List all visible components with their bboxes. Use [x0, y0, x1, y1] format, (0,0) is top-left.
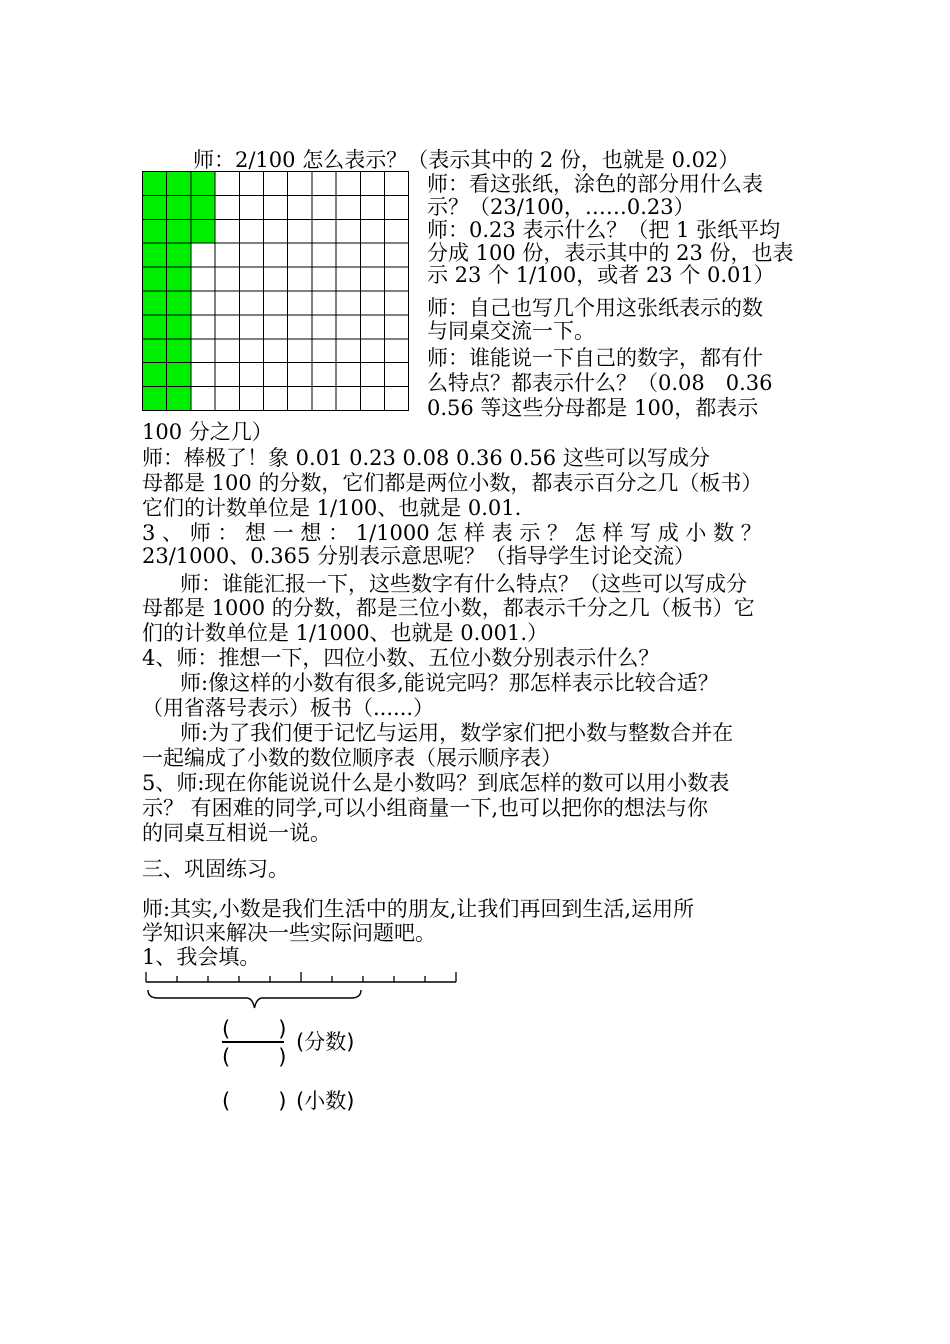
grid-cell — [191, 267, 215, 291]
shaded-cell — [167, 267, 191, 291]
grid-cell — [360, 243, 384, 267]
shaded-cell — [143, 363, 167, 387]
shaded-cell — [143, 172, 167, 196]
shaded-cell — [143, 219, 167, 243]
grid-cell — [239, 387, 263, 411]
text-line-17: 23/1000、0.365 分别表示意思呢？（指导学生讨论交流） — [142, 544, 696, 568]
shaded-cell — [143, 195, 167, 219]
fraction-denominator-blank[interactable]: ( ) — [222, 1045, 289, 1069]
text-line-7: 师：自己也写几个用这张纸表示的数 — [427, 296, 763, 320]
grid-cell — [360, 387, 384, 411]
grid-cell — [191, 291, 215, 315]
shaded-cell — [143, 267, 167, 291]
grid-cell — [239, 195, 263, 219]
grid-cell — [239, 363, 263, 387]
shaded-cell — [167, 363, 191, 387]
shaded-cell — [191, 172, 215, 196]
text-line-15: 它们的计数单位是 1/100、也就是 0.01. — [142, 496, 522, 520]
grid-cell — [312, 291, 336, 315]
shaded-cell — [167, 172, 191, 196]
text-line-21: 4、师：推想一下，四位小数、五位小数分别表示什么？ — [142, 646, 660, 670]
grid-cell — [312, 387, 336, 411]
text-line-25: 一起编成了小数的数位顺序表（展示顺序表） — [142, 746, 562, 770]
shaded-cell — [143, 243, 167, 267]
text-line-27: 示？ 有困难的同学,可以小组商量一下,也可以把你的想法与你 — [142, 796, 709, 820]
fraction-label: (分数) — [296, 1030, 355, 1054]
grid-cell — [215, 219, 239, 243]
text-line-26: 5、师:现在你能说说什么是小数吗？到底怎样的数可以用小数表 — [142, 771, 730, 795]
text-line-1: 师：2/100 怎么表示？（表示其中的 2 份，也就是 0.02） — [193, 148, 740, 172]
text-line-30: 师:其实,小数是我们生活中的朋友,让我们再回到生活,运用所 — [142, 897, 695, 921]
grid-cell — [312, 267, 336, 291]
text-line-12: 100 分之几） — [142, 420, 273, 444]
text-line-8: 与同桌交流一下。 — [427, 319, 595, 343]
text-line-31: 学知识来解决一些实际问题吧。 — [142, 921, 436, 945]
grid-cell — [215, 339, 239, 363]
grid-cell — [312, 195, 336, 219]
grid-cell — [385, 267, 409, 291]
grid-cell — [385, 243, 409, 267]
grid-cell — [288, 172, 312, 196]
grid-cell — [264, 243, 288, 267]
shaded-cell — [143, 315, 167, 339]
grid-cell — [215, 267, 239, 291]
grid-cell — [336, 315, 360, 339]
grid-cell — [336, 195, 360, 219]
text-line-9: 师：谁能说一下自己的数字，都有什 — [427, 346, 763, 370]
shaded-cell — [167, 243, 191, 267]
hundred-grid — [142, 171, 412, 411]
grid-cell — [360, 363, 384, 387]
grid-cell — [336, 172, 360, 196]
grid-cell — [239, 267, 263, 291]
grid-cell — [336, 267, 360, 291]
grid-cell — [360, 315, 384, 339]
grid-cell — [191, 363, 215, 387]
grid-cell — [215, 363, 239, 387]
grid-cell — [336, 339, 360, 363]
shaded-cell — [191, 219, 215, 243]
grid-cell — [288, 315, 312, 339]
shaded-cell — [191, 195, 215, 219]
grid-cell — [288, 387, 312, 411]
text-line-6: 示 23 个 1/100，或者 23 个 0.01） — [427, 263, 775, 287]
grid-cell — [336, 363, 360, 387]
grid-cell — [264, 267, 288, 291]
grid-cell — [336, 291, 360, 315]
text-line-13: 师：棒极了！象 0.01 0.23 0.08 0.36 0.56 这些可以写成分 — [142, 446, 710, 470]
shaded-cell — [167, 195, 191, 219]
section-heading: 三、巩固练习。 — [142, 857, 289, 881]
grid-cell — [288, 219, 312, 243]
shaded-cell — [143, 339, 167, 363]
shaded-cell — [143, 387, 167, 411]
text-line-23: （用省落号表示）板书（......） — [142, 696, 435, 720]
grid-cell — [288, 195, 312, 219]
grid-cell — [360, 219, 384, 243]
grid-cell — [264, 195, 288, 219]
grid-cell — [312, 172, 336, 196]
grid-cell — [336, 219, 360, 243]
exercise-title: 1、我会填。 — [142, 945, 261, 969]
fraction-numerator-blank[interactable]: ( ) — [222, 1017, 289, 1041]
grid-cell — [264, 339, 288, 363]
shaded-cell — [167, 219, 191, 243]
grid-cell — [288, 339, 312, 363]
grid-cell — [239, 291, 263, 315]
grid-cell — [385, 195, 409, 219]
grid-cell — [360, 267, 384, 291]
grid-cell — [191, 339, 215, 363]
shaded-cell — [167, 315, 191, 339]
grid-cell — [264, 219, 288, 243]
grid-cell — [264, 363, 288, 387]
grid-cell — [312, 243, 336, 267]
grid-cell — [385, 315, 409, 339]
grid-cell — [385, 172, 409, 196]
grid-cell — [312, 219, 336, 243]
grid-cell — [288, 243, 312, 267]
grid-cell — [385, 291, 409, 315]
grid-cell — [215, 291, 239, 315]
grid-cell — [264, 387, 288, 411]
grid-cell — [385, 339, 409, 363]
grid-cell — [239, 172, 263, 196]
grid-cell — [360, 291, 384, 315]
text-line-28: 的同桌互相说一说。 — [142, 821, 331, 845]
grid-cell — [312, 315, 336, 339]
decimal-label: (小数) — [296, 1089, 355, 1113]
grid-cell — [264, 291, 288, 315]
grid-cell — [288, 291, 312, 315]
grid-cell — [215, 195, 239, 219]
text-line-16: 3 、 师 ： 想 一 想 ： 1/1000 怎 样 表 示 ？ 怎 样 写 成 小 数 ？ — [142, 521, 762, 545]
grid-cell — [215, 387, 239, 411]
text-line-19: 母都是 1000 的分数，都是三位小数，都表示千分之几（板书）它 — [142, 596, 755, 620]
grid-cell — [336, 243, 360, 267]
grid-cell — [288, 267, 312, 291]
brace — [148, 990, 361, 1008]
shaded-cell — [167, 291, 191, 315]
grid-cell — [288, 363, 312, 387]
text-line-24: 师:为了我们便于记忆与运用，数学家们把小数与整数合并在 — [180, 721, 734, 745]
grid-cell — [385, 363, 409, 387]
grid-cell — [191, 387, 215, 411]
grid-cell — [264, 315, 288, 339]
grid-cell — [336, 387, 360, 411]
grid-cell — [360, 172, 384, 196]
text-line-2: 师：看这张纸，涂色的部分用什么表 — [427, 172, 763, 196]
text-line-10: 么特点？都表示什么？（0.08 0.36 — [427, 371, 773, 395]
grid-cell — [215, 315, 239, 339]
grid-cell — [215, 172, 239, 196]
grid-cell — [385, 387, 409, 411]
shaded-cell — [167, 339, 191, 363]
text-line-22: 师:像这样的小数有很多,能说完吗？那怎样表示比较合适？ — [180, 671, 719, 695]
grid-cell — [239, 315, 263, 339]
grid-cell — [360, 339, 384, 363]
grid-cell — [264, 172, 288, 196]
grid-cell — [385, 219, 409, 243]
number-line-figure — [142, 968, 472, 1028]
text-line-4: 师：0.23 表示什么？（把 1 张纸平均 — [427, 218, 781, 242]
fraction-bar — [222, 1041, 284, 1043]
grid-cell — [215, 243, 239, 267]
text-line-11: 0.56 等这些分母都是 100，都表示 — [427, 396, 759, 420]
grid-cell — [191, 243, 215, 267]
grid-cell — [239, 339, 263, 363]
text-line-3: 示？（23/100，……0.23） — [427, 195, 695, 219]
shaded-cell — [167, 387, 191, 411]
text-line-5: 分成 100 份，表示其中的 23 份，也表 — [427, 241, 794, 265]
decimal-blank[interactable]: ( ) — [222, 1089, 289, 1113]
text-line-18: 师：谁能汇报一下，这些数字有什么特点？（这些可以写成分 — [180, 572, 747, 596]
text-line-20: 们的计数单位是 1/1000、也就是 0.001.） — [142, 621, 549, 645]
grid-cell — [239, 219, 263, 243]
grid-cell — [239, 243, 263, 267]
shaded-cell — [143, 291, 167, 315]
grid-cell — [312, 339, 336, 363]
text-line-14: 母都是 100 的分数，它们都是两位小数，都表示百分之几（板书） — [142, 471, 763, 495]
grid-cell — [360, 195, 384, 219]
grid-cell — [312, 363, 336, 387]
grid-cell — [191, 315, 215, 339]
